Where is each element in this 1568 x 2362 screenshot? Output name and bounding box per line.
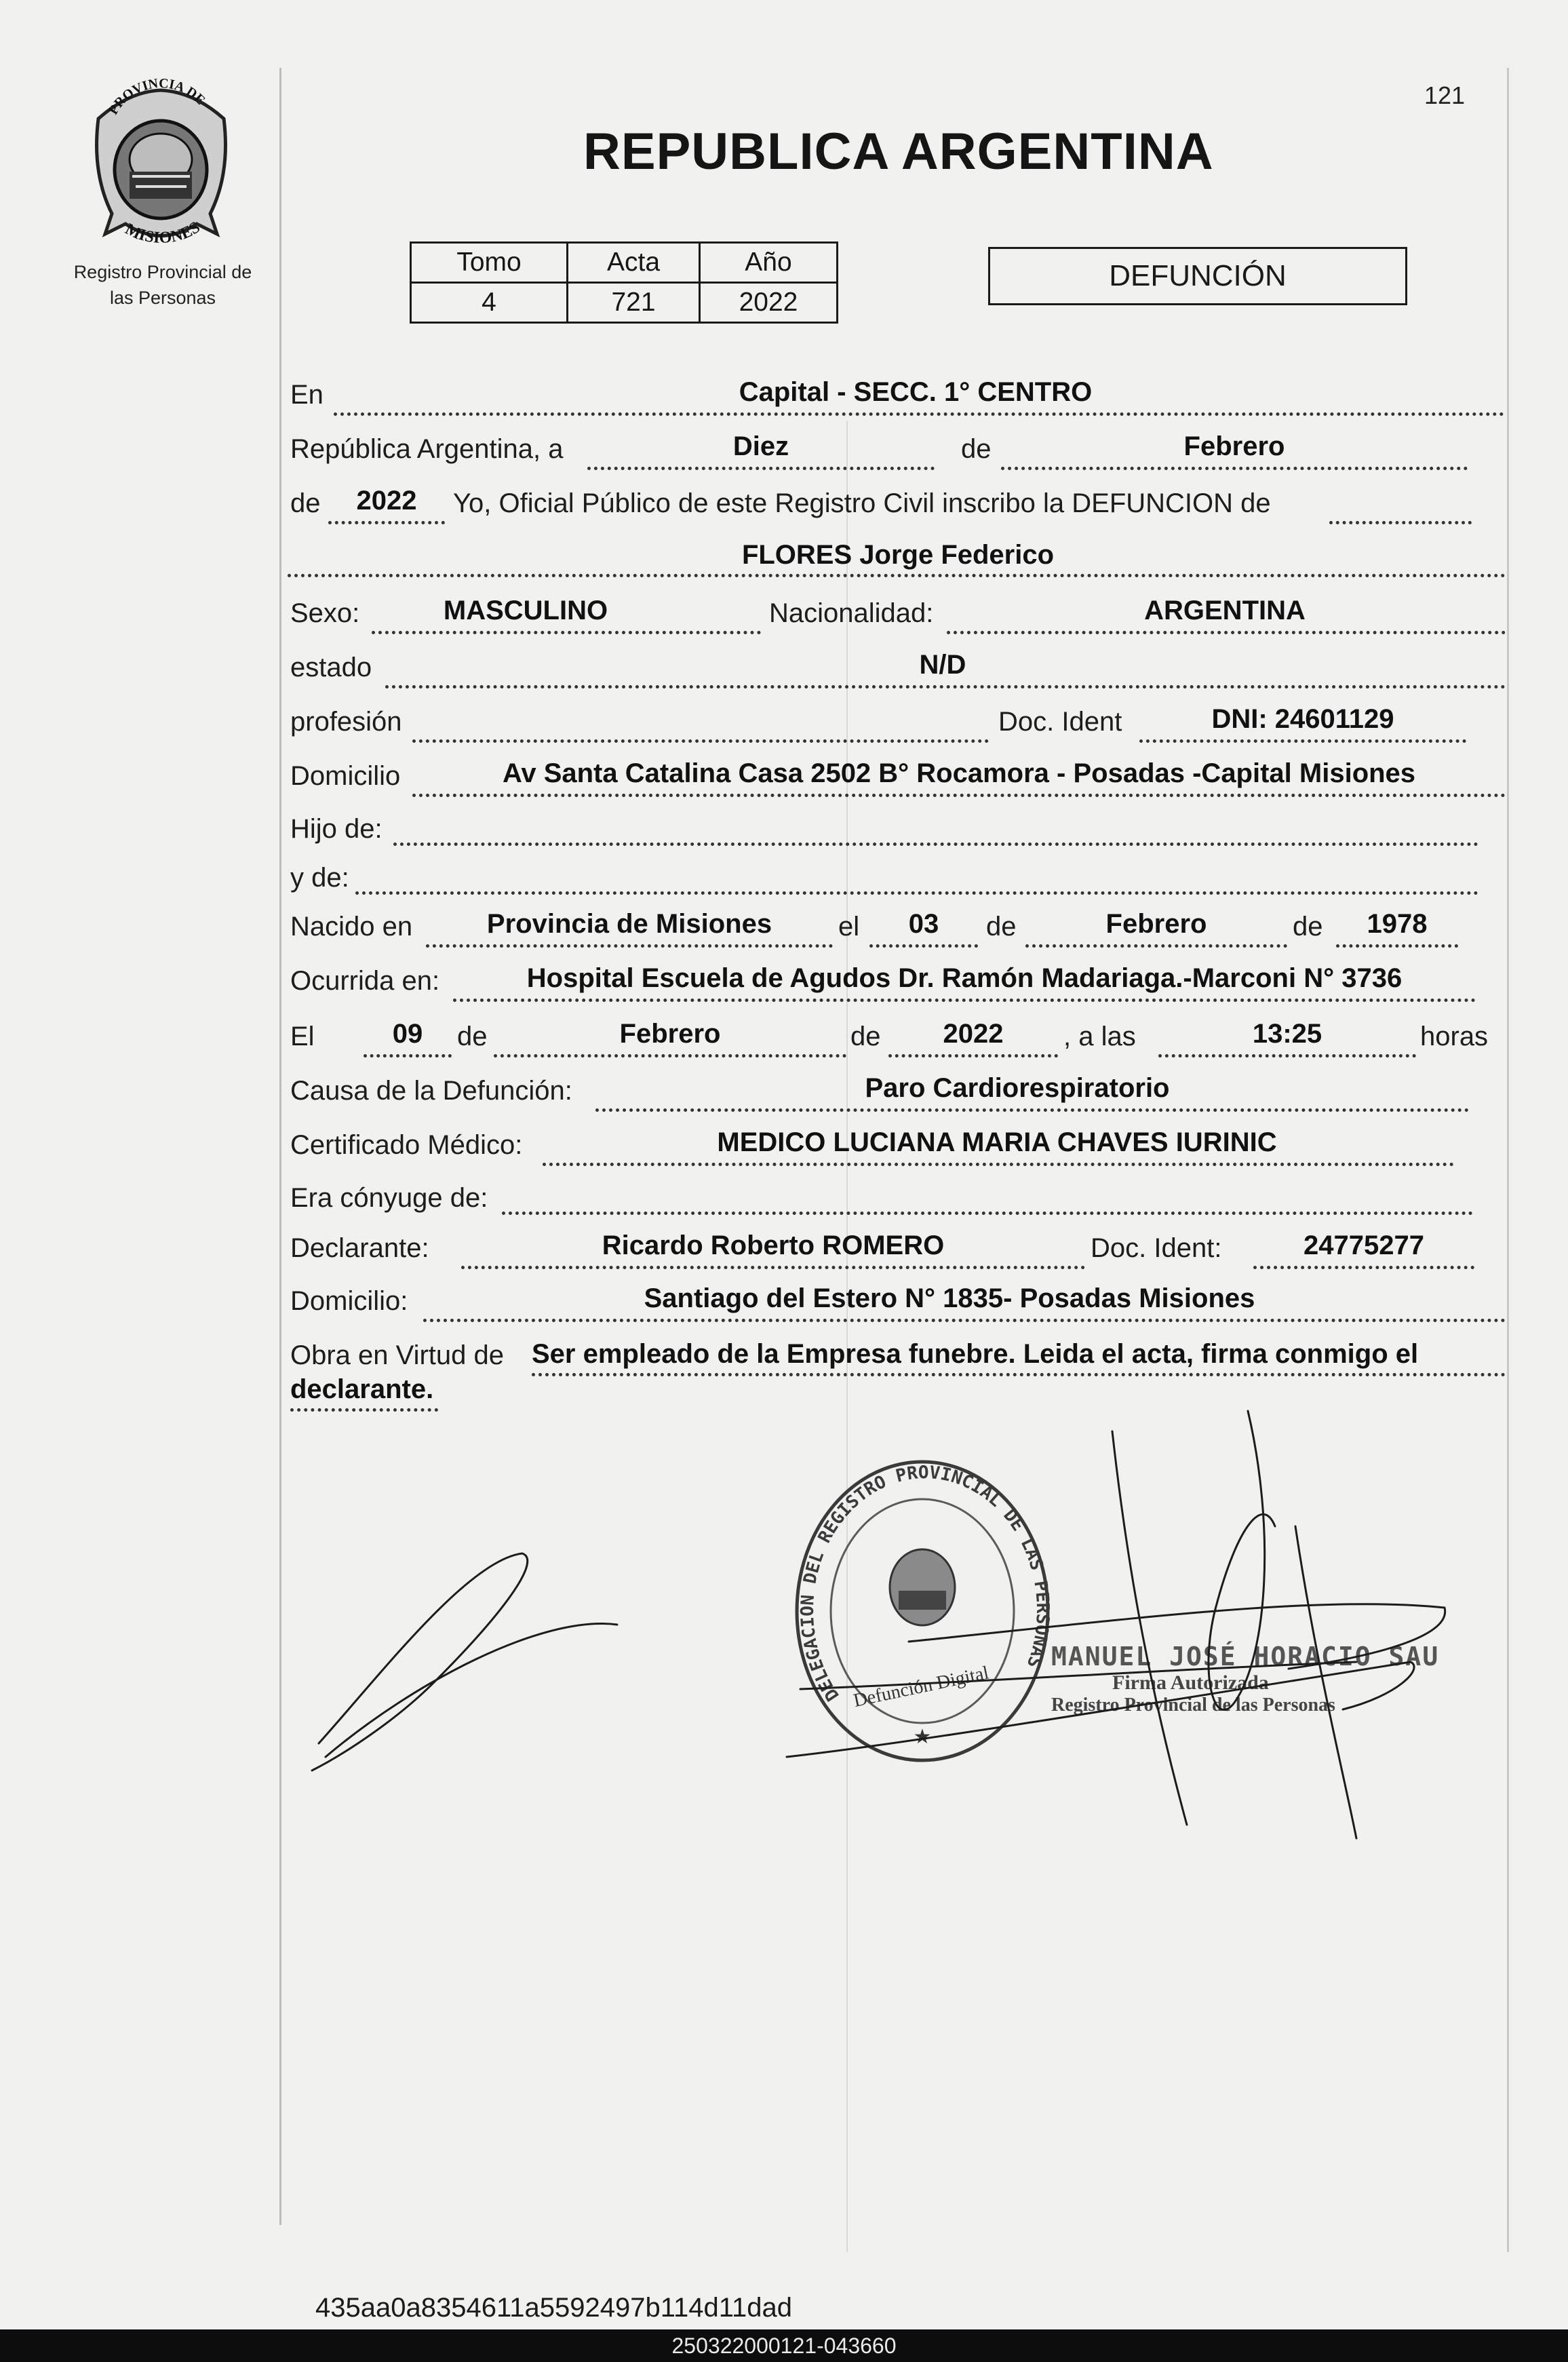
day-value: Diez [732, 431, 789, 461]
page-number: 121 [1424, 81, 1466, 109]
death-time-value: 13:25 [1252, 1019, 1322, 1049]
statement-line [1329, 521, 1472, 524]
birth-month-value: Febrero [1105, 909, 1207, 939]
estado-line [385, 685, 1506, 689]
stamp-inner-text: Defunción Digital [851, 1662, 991, 1711]
republica-label: República Argentina, a [290, 434, 564, 464]
document-hash: 435aa0a8354611a5592497b114d11dad [315, 2293, 792, 2323]
acta-value: 721 [568, 283, 700, 323]
death-month-line [494, 1054, 846, 1058]
deceased-name: FLORES Jorge Federico [741, 540, 1055, 570]
de-label: de [986, 912, 1017, 942]
birth-year-value: 1978 [1367, 909, 1428, 939]
de-label: de [290, 488, 321, 518]
death-year-value: 2022 [943, 1019, 1004, 1049]
ocurrida-line [453, 999, 1476, 1002]
record-reference-table [410, 241, 838, 324]
doc-ident-2-value: 24775277 [1304, 1231, 1424, 1260]
domicilio-value: Av Santa Catalina Casa 2502 B° Rocamora - Posadas -Capital Misiones [502, 758, 1416, 788]
obra-value-line2: declarante. [290, 1374, 434, 1404]
domicilio-label: Domicilio [290, 761, 401, 791]
el-label: el [838, 912, 860, 942]
year-line [328, 521, 445, 524]
doc-ident-2-line [1253, 1266, 1474, 1269]
hijo-label: Hijo de: [290, 814, 383, 844]
hijo-line [393, 843, 1478, 846]
death-day-line [364, 1054, 452, 1058]
conyuge-label: Era cónyuge de: [290, 1183, 488, 1213]
causa-label: Causa de la Defunción: [290, 1076, 572, 1106]
doc-ident-label: Doc. Ident [998, 707, 1122, 737]
doc-ident-2-label: Doc. Ident: [1091, 1233, 1222, 1263]
handwritten-signatures [298, 1391, 1451, 1865]
nacionalidad-label: Nacionalidad: [769, 598, 934, 628]
stamp-ring-text: DELEGACION DEL REGISTRO PROVINCIAL DE LAS PERSONAS [797, 1462, 1053, 1705]
profesion-label: profesión [290, 707, 402, 737]
doc-ident-line [1139, 739, 1466, 743]
table-header-row [411, 243, 838, 283]
page-fold [846, 421, 848, 2252]
province-seal-logo [85, 78, 237, 251]
yde-label: y de: [290, 863, 349, 893]
obra-label: Obra en Virtud de [290, 1340, 505, 1370]
domicilio-2-label: Domicilio: [290, 1286, 408, 1316]
conyuge-line [502, 1212, 1473, 1215]
registration-statement: Yo, Oficial Público de este Registro Civil inscribo la DEFUNCION de [453, 488, 1271, 518]
certificado-label: Certificado Médico: [290, 1130, 523, 1160]
name-line [288, 574, 1506, 577]
ocurrida-value: Hospital Escuela de Agudos Dr. Ramón Madariaga.-Marconi N° 3736 [526, 963, 1403, 993]
death-year-line [888, 1054, 1058, 1058]
sexo-value: MASCULINO [443, 596, 608, 625]
table-row [411, 283, 838, 323]
registry-caption: Registro Provincial de las Personas [73, 262, 252, 308]
barcode-text: 250322000121-043660 [671, 2334, 897, 2358]
country-title: REPUBLICA ARGENTINA [583, 123, 1214, 180]
left-margin-rule [279, 68, 281, 2225]
ocurrida-label: Ocurrida en: [290, 966, 440, 996]
death-day-value: 09 [392, 1019, 423, 1049]
domicilio-line [412, 794, 1506, 797]
de-label: de [457, 1022, 488, 1051]
yde-line [355, 891, 1478, 895]
estado-label: estado [290, 653, 372, 682]
nacionalidad-value: ARGENTINA [1144, 596, 1306, 625]
acta-header: Acta [568, 243, 700, 283]
en-label: En [290, 380, 324, 410]
birth-day-value: 03 [908, 909, 939, 939]
estado-value: N/D [919, 650, 966, 680]
anio-value: 2022 [700, 283, 838, 323]
certificado-line [543, 1163, 1454, 1166]
declarante-line [461, 1266, 1085, 1269]
star-icon: ★ [913, 1726, 932, 1748]
sexo-line [372, 631, 761, 634]
horas-label: horas [1420, 1022, 1489, 1051]
nacido-label: Nacido en [290, 912, 413, 942]
right-margin-rule [1507, 68, 1509, 2252]
tomo-value: 4 [411, 283, 568, 323]
sexo-label: Sexo: [290, 598, 360, 628]
causa-line [595, 1108, 1469, 1112]
record-type-box: DEFUNCIÓN [988, 247, 1407, 305]
signer-role: Firma Autorizada [1112, 1671, 1269, 1694]
svg-text:MISIONES: MISIONES [122, 218, 203, 248]
nacido-line [426, 944, 833, 948]
month-line [1001, 467, 1468, 470]
death-month-value: Febrero [619, 1019, 721, 1049]
month-value: Febrero [1183, 431, 1285, 461]
certificado-value: MEDICO LUCIANA MARIA CHAVES IURINIC [717, 1127, 1277, 1157]
nacido-value: Provincia de Misiones [486, 909, 772, 939]
tomo-header: Tomo [411, 243, 568, 283]
obra-value-line1: Ser empleado de la Empresa funebre. Leida el acta, firma conmigo el [532, 1339, 1419, 1369]
day-line [587, 467, 935, 470]
year-value: 2022 [356, 486, 417, 516]
anio-header: Año [700, 243, 838, 283]
de-label: de [850, 1022, 881, 1051]
domicilio-2-value: Santiago del Estero N° 1835- Posadas Misiones [644, 1283, 1255, 1313]
svg-text:PROVINCIA DE: PROVINCIA DE [105, 78, 208, 117]
alas-label: , a las [1063, 1022, 1136, 1051]
el-date-label: El [290, 1022, 315, 1051]
en-line [334, 412, 1504, 416]
declarante-value: Ricardo Roberto ROMERO [602, 1231, 945, 1260]
death-time-line [1158, 1054, 1416, 1058]
de-label: de [961, 434, 992, 464]
birth-day-line [869, 944, 978, 948]
birth-month-line [1025, 944, 1287, 948]
nacionalidad-line [947, 631, 1506, 634]
doc-ident-value: DNI: 24601129 [1211, 704, 1394, 734]
domicilio-2-line [423, 1319, 1506, 1322]
causa-value: Paro Cardiorespiratorio [865, 1073, 1170, 1103]
signer-registry: Registro Provincial de las Personas [1051, 1695, 1335, 1716]
de-label: de [1293, 912, 1323, 942]
signer-name: MANUEL JOSÉ HORACIO SAU [1051, 1642, 1440, 1671]
profesion-line [412, 739, 989, 743]
obra-line [532, 1373, 1506, 1376]
birth-year-line [1336, 944, 1458, 948]
declarante-label: Declarante: [290, 1233, 429, 1263]
en-value: Capital - SECC. 1° CENTRO [739, 377, 1093, 407]
